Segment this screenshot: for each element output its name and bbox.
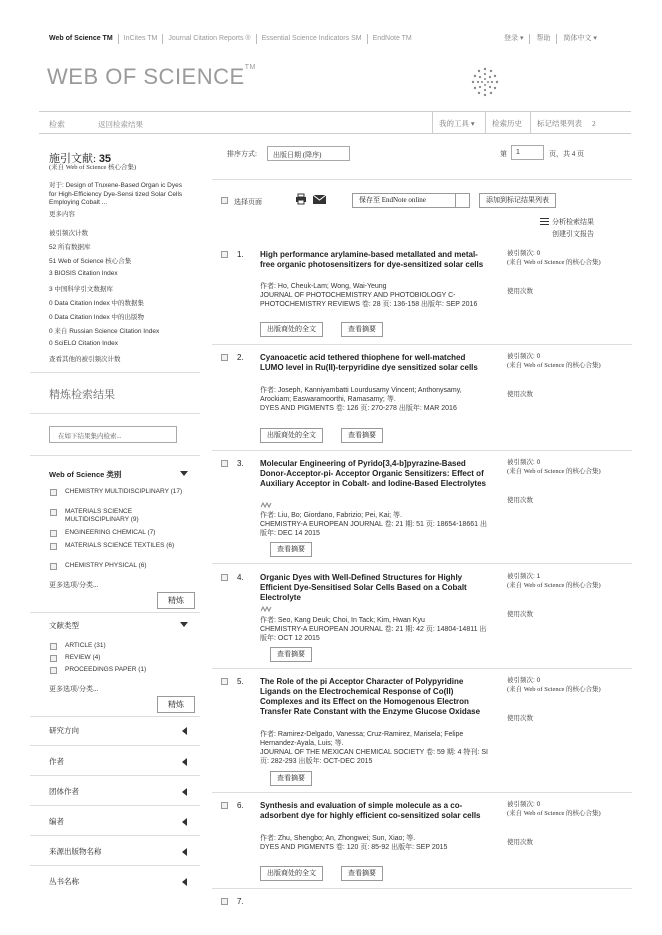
for-article-label: 对于: Design of Truxene-Based Organ ic Dyes for High-Efficiency Dye-Sensi tized Solar Cells Employing Cobalt ... xyxy=(49,182,183,206)
record-checkbox[interactable] xyxy=(221,574,228,581)
more-options-link[interactable]: 更多选项/分类... xyxy=(49,685,99,693)
record-number: 2. xyxy=(237,353,244,362)
category-item[interactable]: CHEMISTRY PHYSICAL (6) xyxy=(65,562,147,569)
record-source: JOURNAL OF THE MEXICAN CHEMICAL SOCIETY 卷: 59 期: 4 特刊: SI 页: 282-293 出版年: OCT-DEC 2015 xyxy=(260,749,488,765)
refine-button[interactable]: 精炼 xyxy=(157,592,195,609)
expand-icon[interactable] xyxy=(182,848,187,856)
count-dci-datasets[interactable]: 0 Data Citation Index 中的数据集 xyxy=(49,300,145,307)
user-nav xyxy=(498,34,603,44)
full-text-button[interactable]: 出版商处的全文 xyxy=(260,322,323,337)
count-biosis[interactable]: 3 BIOSIS Citation Index xyxy=(49,270,118,277)
record-checkbox[interactable] xyxy=(221,678,228,685)
record-number: 3. xyxy=(237,459,244,468)
record-authors: 作者: Seo, Kang Deuk; Choi, In Tack; Kim, Hwan Kyu xyxy=(260,617,425,624)
collapse-icon[interactable] xyxy=(180,471,188,476)
record-title[interactable]: The Role of the pi Acceptor Character of Polypyridine Ligands on the Electrochemical Response of Co(II) Complexes and its Effect on the Homogenous Electron Transfer Rate Constant with the Enzyme Glucose Oxidase xyxy=(260,677,481,716)
count-all-databases[interactable]: 52 所有数据库 xyxy=(49,244,91,251)
doctype-item[interactable]: ARTICLE (31) xyxy=(65,642,106,649)
usage-count-link[interactable]: 使用次数 xyxy=(507,715,533,722)
marked-list-link[interactable]: 标记结果列表 2 xyxy=(530,112,631,133)
record-authors: 作者: Zhu, Shengbo; An, Zhongwei; Sun, Xiao; 等. xyxy=(260,835,416,842)
times-cited-source: (来自 Web of Science 的核心合集) xyxy=(507,686,601,693)
count-rsci[interactable]: 0 来自 Russian Science Citation Index xyxy=(49,328,160,335)
wos-category-heading[interactable]: Web of Science 类别 xyxy=(49,470,122,479)
nav-incites[interactable]: InCites TM xyxy=(119,34,164,44)
nav-esi[interactable]: Essential Science Indicators SM xyxy=(257,34,368,44)
usage-count-link[interactable]: 使用次数 xyxy=(507,497,533,504)
doctype-checkbox[interactable] xyxy=(50,643,57,650)
category-item[interactable]: ENGINEERING CHEMICAL (7) xyxy=(65,529,156,536)
expand-icon[interactable] xyxy=(182,758,187,766)
analyze-icon xyxy=(540,218,549,226)
record-source: CHEMISTRY-A EUROPEAN JOURNAL 卷: 21 期: 51 页: 18654-18661 出版年: DEC 14 2015 xyxy=(260,521,487,537)
record-checkbox[interactable] xyxy=(221,460,228,467)
sort-label: 排序方式: xyxy=(227,150,257,158)
times-cited-source: (来自 Web of Science 的核心合集) xyxy=(507,810,601,817)
collapse-icon[interactable] xyxy=(180,622,188,627)
marked-count: 2 xyxy=(592,119,596,128)
record-checkbox[interactable] xyxy=(221,251,228,258)
search-link[interactable]: 检索 xyxy=(49,120,65,129)
select-page-label: 选择页面 xyxy=(234,198,262,206)
record-number: 1. xyxy=(237,250,244,259)
doctype-heading[interactable]: 文献类型 xyxy=(49,621,79,630)
help-link[interactable]: 帮助 xyxy=(529,34,556,44)
times-cited: 被引频次: 0 xyxy=(507,353,541,360)
category-checkbox[interactable] xyxy=(50,563,57,570)
structure-icon xyxy=(260,502,272,509)
view-other-counts-link[interactable]: 查看其他的被引频次计数 xyxy=(49,356,121,363)
search-history-link[interactable]: 检索历史 xyxy=(485,112,528,133)
category-item[interactable]: MATERIALS SCIENCE MULTIDISCIPLINARY (9) xyxy=(65,508,139,523)
count-scielo[interactable]: 0 SciELO Citation Index xyxy=(49,340,119,347)
facet-source-title[interactable]: 来源出版物名称 xyxy=(49,847,102,856)
record-source: CHEMISTRY-A EUROPEAN JOURNAL 卷: 21 期: 42 页: 14804-14811 出版年: OCT 12 2015 xyxy=(260,626,487,642)
count-wos-core[interactable]: 51 Web of Science 核心合集 xyxy=(49,258,132,265)
record-title[interactable]: High performance arylamine-based metallated and metal-free organic photosensitizers for dye-sensitized solar cells xyxy=(260,250,484,269)
record-authors: 作者: Ramirez-Delgado, Vanessa; Cruz-Ramirez, Marisela; Felipe Hernandez-Ayala, Luis; 等. xyxy=(260,731,464,747)
category-item[interactable]: CHEMISTRY MULTIDISCIPLINARY (17) xyxy=(65,488,183,495)
email-icon[interactable] xyxy=(313,195,326,204)
clarivate-globe-icon xyxy=(469,66,501,98)
doctype-checkbox[interactable] xyxy=(50,667,57,674)
view-abstract-button[interactable]: 查看摘要 xyxy=(270,647,312,662)
analyze-results-link[interactable]: 分析检索结果 xyxy=(552,218,594,226)
category-checkbox[interactable] xyxy=(50,509,57,516)
my-tools-menu[interactable]: 我的工具 ▾ xyxy=(432,112,481,133)
view-abstract-button[interactable]: 查看摘要 xyxy=(270,771,312,786)
citation-count-heading: 被引频次计数 xyxy=(49,230,88,237)
times-cited-source: (来自 Web of Science 的核心合集) xyxy=(507,468,601,475)
view-abstract-button[interactable]: 查看摘要 xyxy=(341,322,383,337)
record-number: 6. xyxy=(237,801,244,810)
login-menu[interactable]: 登录 ▾ xyxy=(504,35,524,42)
times-cited: 被引频次: 0 xyxy=(507,250,541,257)
view-abstract-button[interactable]: 查看摘要 xyxy=(341,866,383,881)
category-item[interactable]: MATERIALS SCIENCE TEXTILES (6) xyxy=(65,542,175,549)
record-source: JOURNAL OF PHOTOCHEMISTRY AND PHOTOBIOLOGY C-PHOTOCHEMISTRY REVIEWS 卷: 28 页: 136-158 出版年: SEP 2016 xyxy=(260,292,478,308)
category-checkbox[interactable] xyxy=(50,530,57,537)
record-title[interactable]: Synthesis and evaluation of simple molecule as a co-adsorbent dye for highly efficient co-sensitized solar cells xyxy=(260,801,481,820)
back-to-results-link[interactable]: 返回检索结果 xyxy=(98,120,143,129)
record-authors: 作者: Joseph, Kanniyambatti Lourdusamy Vincent; Anthonysamy, Arockiam; Easwaramoorthi, Ramasamy; 等. xyxy=(260,387,462,403)
view-abstract-button[interactable]: 查看摘要 xyxy=(341,428,383,443)
record-source: DYES AND PIGMENTS 卷: 126 页: 270-278 出版年: MAR 2016 xyxy=(260,405,457,412)
page-number-input[interactable]: 1 xyxy=(511,145,544,160)
print-icon[interactable] xyxy=(295,193,307,205)
doctype-checkbox[interactable] xyxy=(50,655,57,662)
times-cited-source: (来自 Web of Science 的核心合集) xyxy=(507,362,601,369)
more-options-link[interactable]: 更多选项/分类... xyxy=(49,581,99,589)
select-page-checkbox[interactable] xyxy=(221,197,228,204)
facet-series-title[interactable]: 丛书名称 xyxy=(49,877,79,886)
citing-source-note: (来自 Web of Science 核心合集) xyxy=(49,164,137,171)
expand-icon[interactable] xyxy=(182,788,187,796)
citation-report-link[interactable]: 创建引文报告 xyxy=(552,230,594,238)
search-bar xyxy=(39,111,631,134)
record-number: 5. xyxy=(237,677,244,686)
nav-jcr[interactable]: Journal Citation Reports ® xyxy=(163,34,256,44)
record-title[interactable]: Organic Dyes with Well-Defined Structures for Highly Efficient Dye-Sensitised Solar Cells Based on a Cobalt Electrolyte xyxy=(260,573,467,602)
more-content-link[interactable]: 更多内容 xyxy=(49,211,75,218)
add-to-marked-button[interactable]: 添加到标记结果列表 xyxy=(479,193,556,208)
category-checkbox[interactable] xyxy=(50,543,57,550)
record-authors: 作者: Liu, Bo; Giordano, Fabrizio; Pei, Kai; 等. xyxy=(260,512,403,519)
nav-endnote[interactable]: EndNote TM xyxy=(372,35,412,42)
expand-icon[interactable] xyxy=(182,818,187,826)
facet-editor[interactable]: 编者 xyxy=(49,817,64,826)
usage-count-link[interactable]: 使用次数 xyxy=(507,839,533,846)
count-dci-publications[interactable]: 0 Data Citation Index 中的出版物 xyxy=(49,314,145,321)
times-cited: 被引频次: 0 xyxy=(507,801,541,808)
expand-icon[interactable] xyxy=(182,727,187,735)
refine-button[interactable]: 精炼 xyxy=(157,696,195,713)
times-cited: 被引频次: 1 xyxy=(507,573,541,580)
record-number: 7. xyxy=(237,897,244,906)
record-title[interactable]: Cyanoacetic acid tethered thiophene for well-matched LUMO level in Ru(II)-terpyridine dye sensitized solar cells xyxy=(260,353,478,372)
save-endnote-button[interactable]: 保存至 EndNote online xyxy=(352,193,470,208)
times-cited: 被引频次: 0 xyxy=(507,677,541,684)
record-source: DYES AND PIGMENTS 卷: 120 页: 85-92 出版年: SEP 2015 xyxy=(260,844,448,851)
nav-web-of-science[interactable]: Web of Science TM xyxy=(49,34,119,44)
times-cited: 被引频次: 0 xyxy=(507,459,541,466)
usage-count-link[interactable]: 使用次数 xyxy=(507,288,533,295)
record-authors: 作者: Ho, Cheuk-Lam; Wong, Wai-Yeung xyxy=(260,283,387,290)
refine-search-input[interactable]: 在如下结果集内检索... xyxy=(49,426,177,443)
category-checkbox[interactable] xyxy=(50,489,57,496)
sort-select[interactable]: 出版日期 (降序) xyxy=(267,146,350,161)
expand-icon[interactable] xyxy=(182,878,187,886)
facet-group-author[interactable]: 团体作者 xyxy=(49,787,79,796)
web-of-science-logo[interactable]: WEB OF SCIENCE™ xyxy=(47,64,256,89)
facet-author[interactable]: 作者 xyxy=(49,757,64,766)
view-abstract-button[interactable]: 查看摘要 xyxy=(270,542,312,557)
count-cscd[interactable]: 3 中国科学引文数据库 xyxy=(49,286,113,293)
page-label: 第 xyxy=(500,150,507,158)
usage-count-link[interactable]: 使用次数 xyxy=(507,611,533,618)
doctype-item[interactable]: REVIEW (4) xyxy=(65,654,101,661)
product-nav xyxy=(49,34,417,44)
refine-title: 精炼检索结果 xyxy=(49,389,115,401)
record-checkbox[interactable] xyxy=(221,802,228,809)
facet-research-area[interactable]: 研究方向 xyxy=(49,726,79,735)
record-title[interactable]: Molecular Engineering of Pyrido[3,4-b]pyrazine-Based Donor-Acceptor-pi- Acceptor Organic Sensitizers: Effect of Auxiliary Acceptor in Cobalt- and Iodine-Based Electrolytes xyxy=(260,459,486,488)
record-checkbox[interactable] xyxy=(221,354,228,361)
full-text-button[interactable]: 出版商处的全文 xyxy=(260,866,323,881)
page-total: 页，共 4 页 xyxy=(549,150,584,158)
structure-icon xyxy=(260,606,272,613)
record-checkbox[interactable] xyxy=(221,898,228,905)
times-cited-source: (来自 Web of Science 的核心合集) xyxy=(507,582,601,589)
record-number: 4. xyxy=(237,573,244,582)
times-cited-source: (来自 Web of Science 的核心合集) xyxy=(507,259,601,266)
full-text-button[interactable]: 出版商处的全文 xyxy=(260,428,323,443)
doctype-item[interactable]: PROCEEDINGS PAPER (1) xyxy=(65,666,147,673)
citing-articles-title: 施引文献: 35 xyxy=(49,153,112,165)
usage-count-link[interactable]: 使用次数 xyxy=(507,391,533,398)
language-menu[interactable]: 简体中文 ▾ xyxy=(556,34,602,44)
